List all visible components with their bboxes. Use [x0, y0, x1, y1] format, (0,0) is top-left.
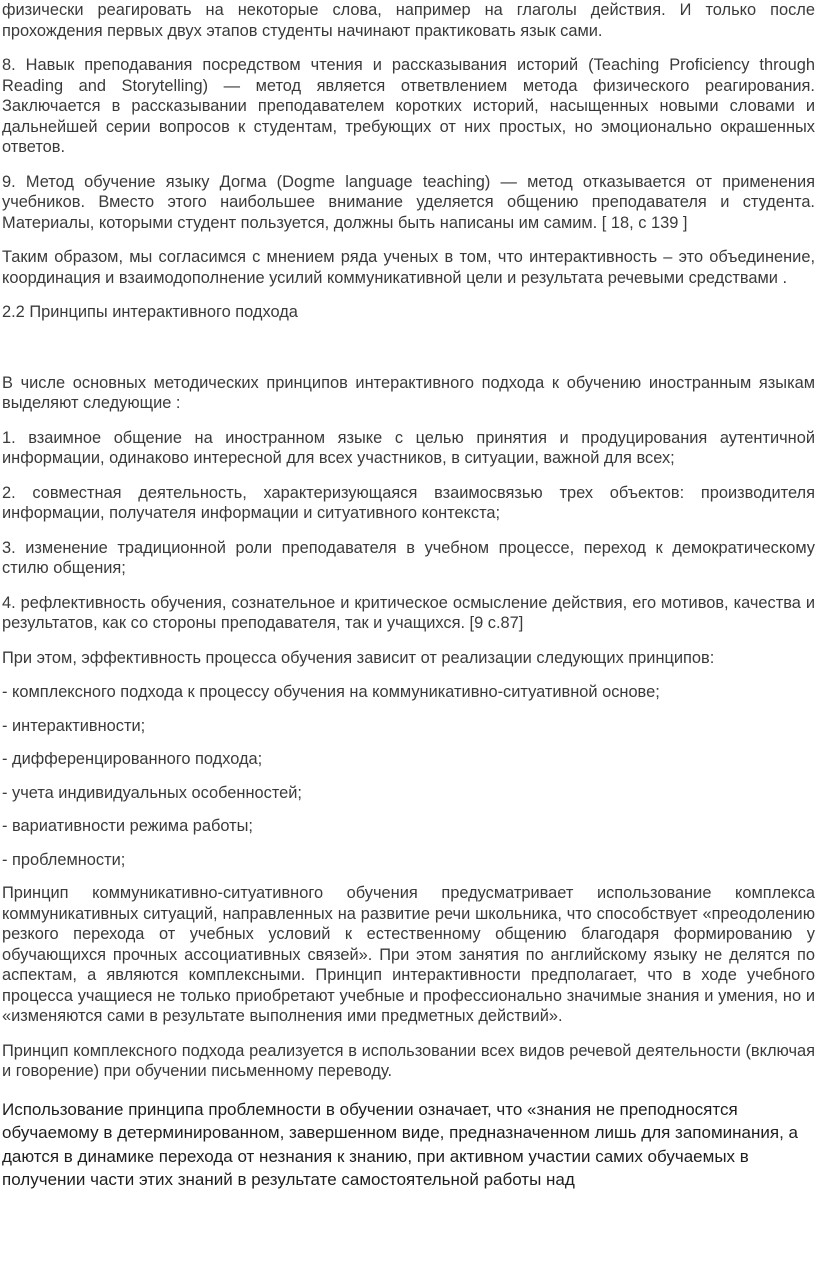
list-item: - проблемности; — [2, 850, 126, 869]
paragraph-effectiveness: При этом, эффективность процесса обучения зависит от реализации следующих принципов: — [2, 648, 715, 667]
list-item: - дифференцированного подхода; — [2, 750, 263, 768]
document-page — [2, 0, 815, 1206]
list-item: - учета индивидуальных особенностей; — [2, 783, 302, 802]
list-item: - комплексного подхода к процессу обучения на коммуникативно-ситуативной основе; — [2, 683, 660, 701]
section-heading: 2.2 Принципы интерактивного подхода — [2, 303, 298, 321]
paragraph-communicative-principle: Принцип коммуникативно-ситуативного обучения предусматривает использование комплекса коммуникативных ситуаций, направленных на развитие речи школьника, что способствует «преодолению резкого перехода от учебных условий к естественному общению благодаря формированию у обучающихся прочных ассоциативных связей». При этом занятия по английскому языку не делятся по аспектам, а являются комплексными. Принцип интерактивности предполагает, что в ходе учебного процесса учащиеся не только приобретают учебные и профессионально значимые знания и умения, но и «изменяются сами в результате выполнения ими предметных действий». — [2, 884, 815, 1025]
list-item: - вариативности режима работы; — [2, 817, 253, 835]
numbered-item-2: 2. совместная деятельность, характеризующаяся взаимосвязью трех объектов: производителя информации, получателя информации и ситуативного контекста; — [2, 483, 815, 522]
paragraph-principles-intro: В числе основных методических принципов интерактивного подхода к обучению иностранным языкам выделяют следующие : — [2, 373, 815, 412]
paragraph-problem-principle: Использование принципа проблемности в обучении означает, что «знания не преподносятся обучаемому в детерминированном, завершенном виде, предназначенном лишь для запоминания, а даются в динамике перехода от незнания к знанию, при активном участии самих обучаемых в получении части этих знаний в результате самостоятельной работы над — [2, 1099, 798, 1189]
numbered-item-3: 3. изменение традиционной роли преподавателя в учебном процессе, переход к демократическому стилю общения; — [2, 538, 815, 577]
paragraph-conclusion: Таким образом, мы согласимся с мнением ряда ученых в том, что интерактивность – это объединение, координация и взаимодополнение усилий коммуникативной цели и результата речевыми средствами . — [2, 248, 815, 287]
list-item: - интерактивности; — [2, 716, 146, 735]
numbered-item-1: 1. взаимное общение на иностранном языке с целью принятия и продуцирования аутентичной информации, одинаково интересной для всех участников, в ситуации, важной для всех; — [2, 428, 815, 467]
paragraph-complex-approach: Принцип комплексного подхода реализуется в использовании всех видов речевой деятельности (включая и говорение) при обучении письменному переводу. — [2, 1041, 815, 1080]
numbered-item-4: 4. рефлективность обучения, сознательное и критическое осмысление действия, его мотивов, качества и результатов, как со стороны преподавателя, так и учащихся. [9 с.87] — [2, 593, 815, 632]
paragraph-method-9: 9. Метод обучение языку Догма (Dogme language teaching) — метод отказывается от применения учебников. Вместо этого наибольшее внимание уделяется общению преподавателя и студента. Материалы, которыми студент пользуется, должны быть написаны им самим. [ 18, с 139 ] — [2, 172, 815, 232]
paragraph-method-8: 8. Навык преподавания посредством чтения и рассказывания историй (Teaching Proficiency through Reading and Storytelling) — метод является ответвлением метода физического реагирования. Заключается в рассказывании преподавателем коротких историй, насыщенных новыми словами и дальнейшей серии вопросов к студентам, требующих от них простых, но эмоционально окрашенных ответов. — [2, 56, 815, 156]
paragraph-continuation: физически реагировать на некоторые слова, например на глаголы действия. И только после прохождения первых двух этапов студенты начинают практиковать язык сами. — [2, 1, 815, 40]
